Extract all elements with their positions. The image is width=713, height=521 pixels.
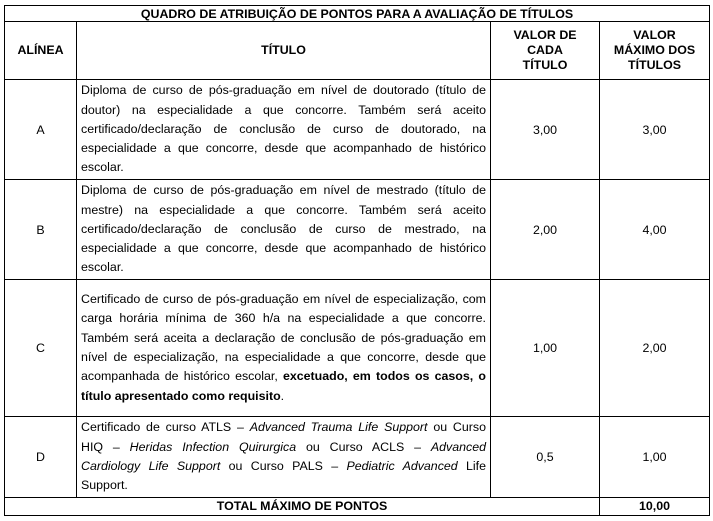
row-c-valor-cada: 1,00 — [491, 280, 600, 417]
table-row — [5, 280, 710, 417]
row-a-titulo: Diploma de curso de pós-graduação em nível de doutorado (título de doutor) na especialidade a que concorre. Também será aceito certificado/declaração de conclusão de curso de doutorado, na especialidade a que concorre, desde que acompanhado de histórico escolar. — [77, 80, 491, 180]
row-c-titulo-text: Certificado de curso de pós-graduação em nível de especialização, com carga horária mínima de 360 h/a na especialidade a que concorre. Também será aceita a declaração de conclusão de pós-graduação em nível de especialização, na especialidade a que concorre, desde que acompanhada de histórico escolar, — [81, 292, 486, 384]
row-d-titulo: Certificado de curso ATLS – Advanced Trauma Life Support ou Curso HIQ – Heridas Infection Quirurgica ou Curso ACLS – Advanced Cardiology Life Support ou Curso PALS – Pediatric Advanced Life Support. — [77, 417, 491, 498]
row-b-valor-maximo: 4,00 — [600, 180, 710, 280]
table-row — [5, 180, 710, 280]
hiq-name: Heridas Infection Quirurgica — [129, 439, 297, 454]
row-b-alinea: B — [5, 180, 77, 280]
atls-name: Advanced Trauma Life Support — [249, 420, 428, 435]
acls-name: Advanced Cardiology Life Support — [81, 439, 487, 473]
bottom-text-fragment — [0, 516, 713, 521]
row-a-valor-maximo: 3,00 — [600, 80, 710, 180]
row-c-titulo-bold: excetuado, em todos os casos, o título apresentado como requisito — [81, 369, 486, 403]
header-row — [5, 22, 710, 80]
row-d-valor-cada: 0,5 — [491, 417, 600, 498]
pals-name: Pediatric Advanced — [346, 459, 458, 473]
total-value: 10,00 — [600, 498, 710, 516]
header-valor-maximo: VALOR MÁXIMO DOS TÍTULOS — [600, 22, 710, 80]
row-d-valor-maximo: 1,00 — [600, 417, 710, 498]
row-d-alinea: D — [5, 417, 77, 498]
points-table — [4, 5, 710, 516]
header-valor-cada: VALOR DE CADA TÍTULO — [491, 22, 600, 80]
row-a-alinea: A — [5, 80, 77, 180]
total-label: TOTAL MÁXIMO DE PONTOS — [5, 498, 600, 516]
table-title-row — [5, 6, 710, 22]
table-row — [5, 80, 710, 180]
total-row — [5, 498, 710, 516]
row-b-valor-cada: 2,00 — [491, 180, 600, 280]
header-titulo: TÍTULO — [77, 22, 491, 80]
row-c-titulo — [77, 280, 491, 417]
header-alinea: ALÍNEA — [5, 22, 77, 80]
row-c-titulo-end: . — [280, 388, 285, 403]
table-row — [5, 417, 710, 498]
row-c-valor-maximo: 2,00 — [600, 280, 710, 417]
row-b-titulo: Diploma de curso de pós-graduação em nível de mestrado (título de mestre) na especialidade a que concorre. Também será aceito certificado/declaração de conclusão de curso de mestrado, na especialidade a que concorre, desde que acompanhado de histórico escolar. — [77, 180, 491, 280]
row-a-valor-cada: 3,00 — [491, 80, 600, 180]
row-c-alinea: C — [5, 280, 77, 417]
table-title: QUADRO DE ATRIBUIÇÃO DE PONTOS PARA A AVALIAÇÃO DE TÍTULOS — [5, 6, 710, 22]
